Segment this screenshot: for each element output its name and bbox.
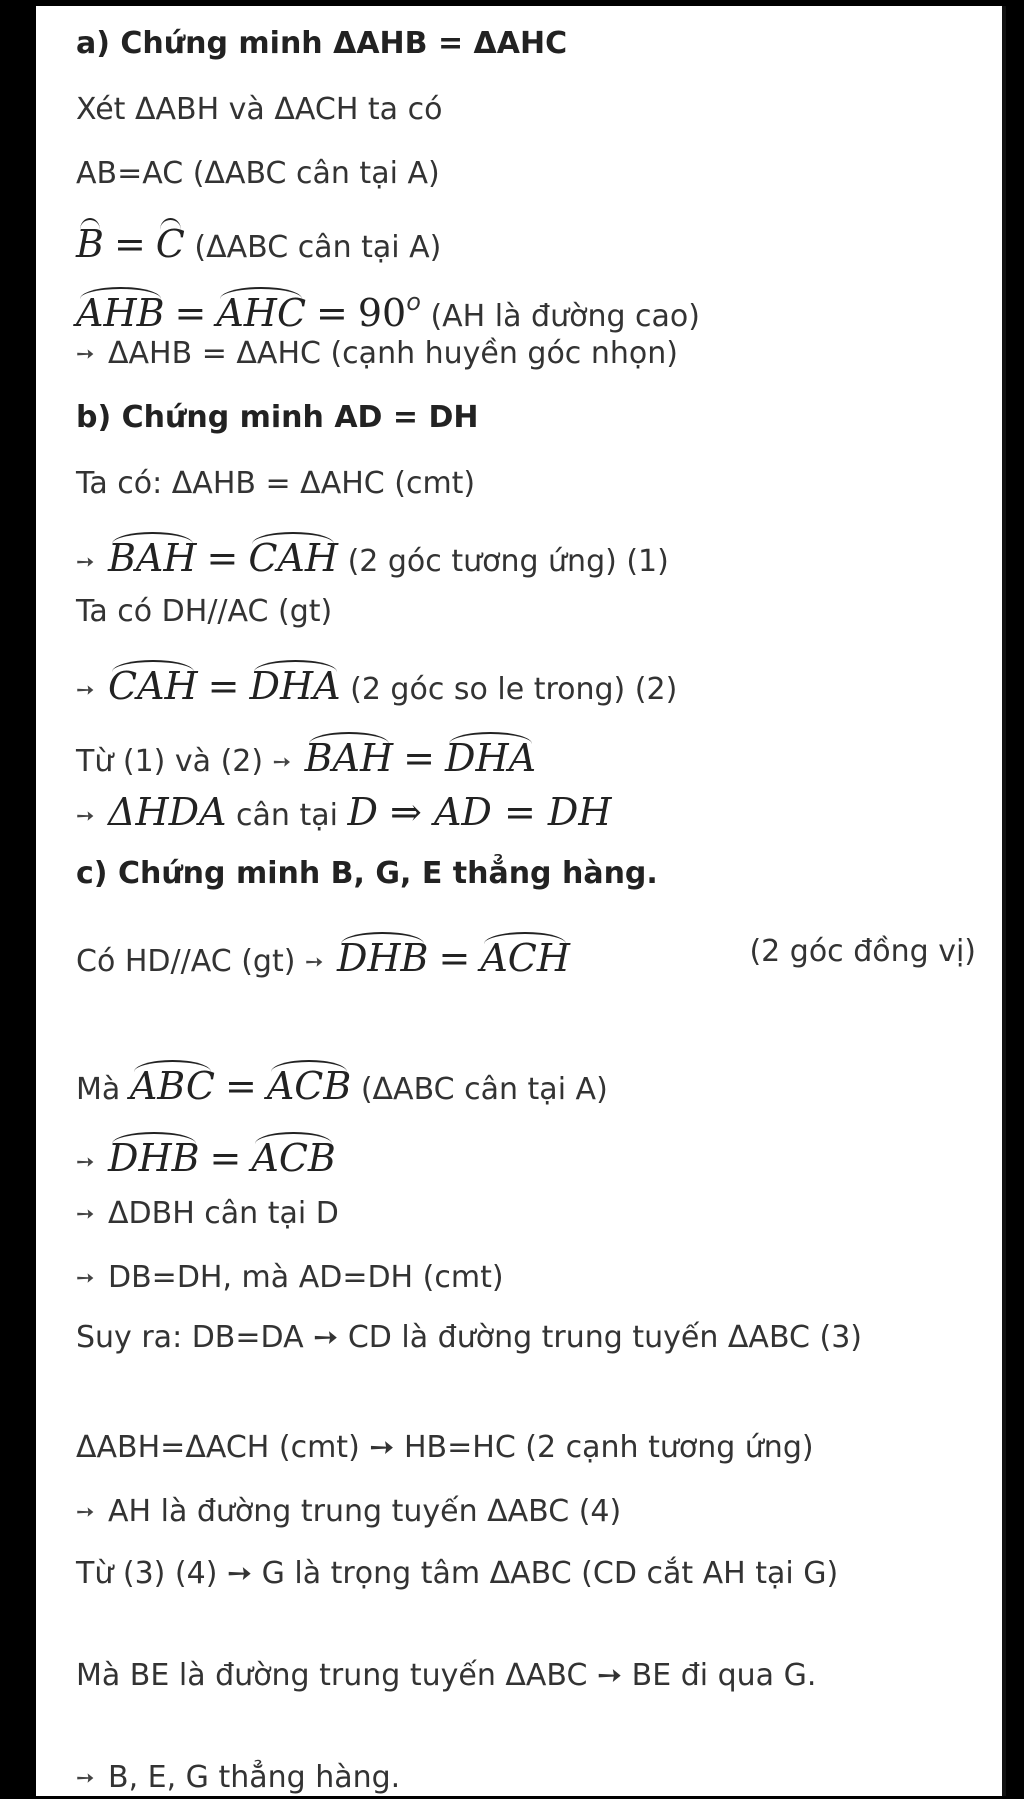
angle-acb: ACB — [267, 1056, 351, 1106]
part-a-line-3-note: (ΔABC cân tại A) — [194, 230, 442, 265]
angle-dha: DHA — [445, 728, 536, 778]
angle-ahc: AHC — [216, 283, 306, 333]
angle-c: C — [156, 214, 185, 264]
part-b-line-2-note: (2 góc tương ứng) (1) — [347, 544, 669, 579]
arrow-icon: ➙ — [76, 1499, 95, 1525]
part-a-heading: a) Chứng minh ΔAHB = ΔAHC — [76, 26, 568, 61]
part-b-line-4: ➙ CAH = DHA (2 góc so le trong) (2) — [76, 656, 972, 711]
part-c-line-7: ΔABH=ΔACH (cmt) ➙ HB=HC (2 cạnh tương ứng) — [76, 1430, 814, 1465]
angle-dhb: DHB — [108, 1128, 200, 1178]
part-a-line-1: Xét ΔABH và ΔACH ta có — [76, 92, 443, 127]
part-c-line-2: Mà ABC = ACB (ΔABC cân tại A) — [76, 1056, 972, 1110]
angle-cah: CAH — [248, 528, 338, 578]
angle-dha: DHA — [250, 656, 341, 706]
part-c-line-9: Từ (3) (4) ➙ G là trọng tâm ΔABC (CD cắt AH tại G) — [76, 1556, 839, 1591]
part-a-line-3: B = C (ΔABC cân tại A) — [76, 214, 972, 268]
angle-bah: BAH — [108, 528, 197, 578]
part-a-line-4-note: (AH là đường cao) — [430, 299, 700, 334]
part-c-line-4: ➙ ΔDBH cân tại D — [76, 1194, 972, 1235]
degree-mark: o — [406, 288, 421, 316]
arrow-icon: ➙ — [272, 749, 292, 775]
arrow-icon: ➙ — [76, 1149, 95, 1175]
angle-b: B — [76, 214, 104, 264]
part-c-heading: c) Chứng minh B, G, E thẳng hàng. — [76, 856, 658, 891]
arrow-icon: ➙ — [76, 341, 95, 367]
part-a-line-2: AB=AC (ΔABC cân tại A) — [76, 156, 440, 191]
part-b-line-5: Từ (1) và (2) ➙ BAH = DHA — [76, 728, 972, 783]
part-c-line-1: Có HD//AC (gt) ➙ DHB = ACH — [76, 928, 972, 983]
part-b-line-6: ➙ ΔHDA cân tại D ⇒ AD = DH — [76, 792, 972, 837]
part-c-line-11: ➙ B, E, G thẳng hàng. — [76, 1758, 972, 1799]
part-c-line-6: Suy ra: DB=DA ➙ CD là đường trung tuyến ΔABC (3) — [76, 1320, 862, 1355]
arrow-icon: ➙ — [76, 1265, 95, 1291]
part-b-line-3: Ta có DH//AC (gt) — [76, 594, 333, 629]
solution-page: a) Chứng minh ΔAHB = ΔAHC Xét ΔABH và ΔACH ta có AB=AC (ΔABC cân tại A) B = C (ΔABC cân tại A) AHB = AHC = $90^o$ (AH là đường cao) ➙ ΔAHB = ΔAHC (cạnh huyền góc nhọn) b) Chứng minh AD = DH Ta có: ΔAHB = ΔAHC (cmt) ➙ BAH = CAH (2 góc tương ứng) (1) Ta có DH//AC (gt) ➙ CAH = DHA (2 góc so le trong) (2) Từ (1) và (2) ➙ BAH = DHA ➙ ΔHDA cân tại D ⇒ AD = DH c) Chứng minh B, G, E thẳng hàng. Có HD//AC (gt) ➙ DHB = ACH (2 góc đồng vị) Mà ABC = ACB (ΔABC cân tại A) ➙ DHB = ACB ➙ ΔDBH cân tại D ➙ DB=DH, mà AD=DH (cmt) Suy ra: DB=DA ➙ CD là đường trung tuyến ΔABC (3) ΔABH=ΔACH (cmt) ➙ HB=HC (2 cạnh tương ứng) ➙ AH là đường trung tuyến ΔABC (4) Từ (3) (4) ➙ G là trọng tâm ΔABC (CD cắt AH tại G) Mà BE là đường trung tuyến ΔABC ➙ BE đi qua G. ➙ B, E, G thẳng hàng. — [36, 6, 1006, 1796]
ninety-value: 90 — [357, 291, 407, 335]
part-b-line-1: Ta có: ΔAHB = ΔAHC (cmt) — [76, 466, 476, 501]
part-c-line-8: ➙ AH là đường trung tuyến ΔABC (4) — [76, 1492, 972, 1533]
part-b-line-2: ➙ BAH = CAH (2 góc tương ứng) (1) — [76, 528, 972, 583]
arrow-icon: ➙ — [76, 1765, 95, 1791]
part-a-line-5: ➙ ΔAHB = ΔAHC (cạnh huyền góc nhọn) — [76, 334, 972, 375]
angle-ahb: AHB — [76, 283, 165, 333]
angle-dhb: DHB — [337, 928, 429, 978]
angle-cah: CAH — [108, 656, 198, 706]
angle-bah: BAH — [305, 728, 394, 778]
part-c-line-5: ➙ DB=DH, mà AD=DH (cmt) — [76, 1258, 972, 1299]
part-b-heading: b) Chứng minh AD = DH — [76, 400, 479, 435]
arrow-icon: ➙ — [304, 949, 324, 975]
arrow-icon: ➙ — [76, 549, 95, 575]
part-c-line-3: ➙ DHB = ACB — [76, 1128, 972, 1183]
arrow-icon: ➙ — [76, 1201, 95, 1227]
arrow-icon: ➙ — [76, 677, 95, 703]
part-a-line-4: AHB = AHC = $90^o$ (AH là đường cao) — [76, 282, 972, 337]
part-b-line-4-note: (2 góc so le trong) (2) — [350, 672, 678, 707]
angle-acb: ACB — [251, 1128, 335, 1178]
arrow-icon: ➙ — [76, 803, 95, 829]
angle-abc: ABC — [130, 1056, 215, 1106]
angle-ach: ACH — [480, 928, 570, 978]
part-c-line-10: Mà BE là đường trung tuyến ΔABC ➙ BE đi qua G. — [76, 1658, 817, 1693]
